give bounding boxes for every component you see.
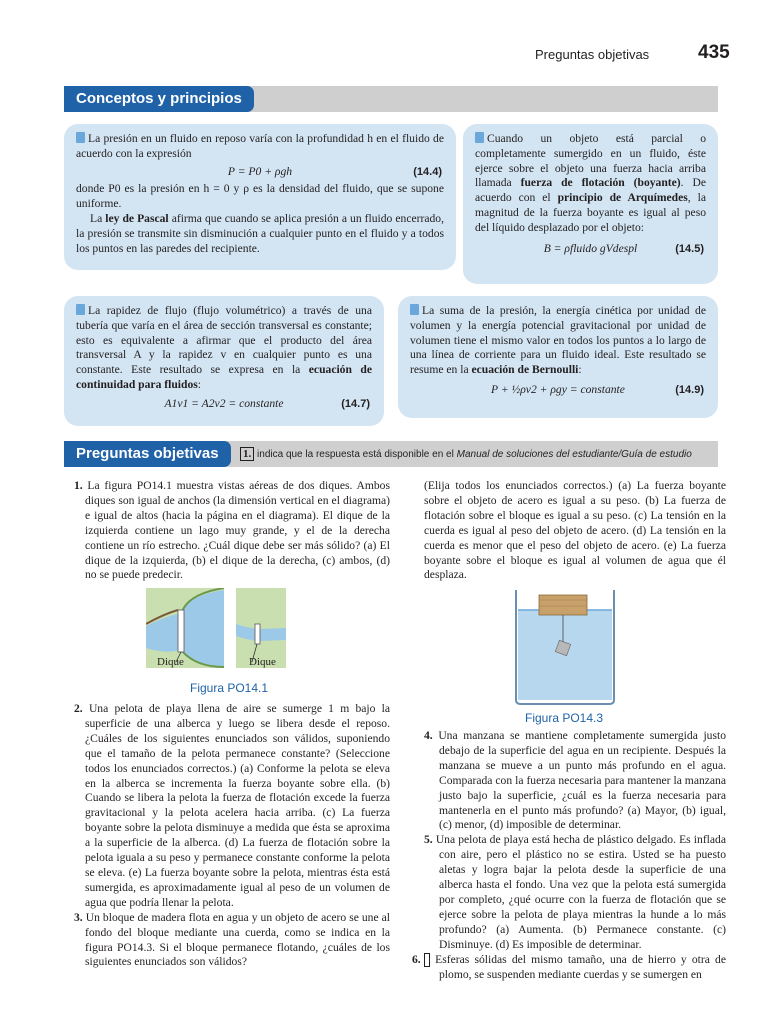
concept-buoyancy-text: Cuando un objeto está parcial o completamente sumergido en un fluido, éste ejerce sobre el objeto una fuerza hacia arriba llamada fuerza de flotación (boyante). De acuerdo con el principio de Arquímedes, la magnitud de la fuerza boyante es igual al peso del líquido desplazado por el objeto: <box>475 132 706 234</box>
bullet-marker-icon <box>475 132 484 143</box>
concept-bernoulli-text: La suma de la presión, la energía cinética por unidad de volumen y la energía potencial gravitacional por unidad de volumen tiene el mismo valor en todos los puntos a lo largo de una línea de corriente para un fluido ideal. Este resultado se resume en la ecuación de Bernoulli: <box>410 304 706 377</box>
figure-caption-po14-3: Figura PO14.3 <box>525 711 604 725</box>
note-number-box: 1. <box>240 447 254 461</box>
concept-box-bernoulli <box>398 296 718 418</box>
right-column-bottom <box>412 729 726 982</box>
equation-14-5: B = ρfluido gVdespl (14.5) <box>543 241 704 255</box>
figure-label-dam-right: Dique <box>249 656 276 668</box>
bullet-marker-icon <box>76 132 85 143</box>
left-column <box>74 479 390 583</box>
question-3: 3. Un bloque de madera flota en agua y un objeto de acero se une al fondo del bloque mediante una cuerda, como se indica en la figura PO14.3. Si el bloque permanece flotando, ¿cuáles de los siguientes enunciados son válidos? <box>74 910 391 969</box>
objective-section-title: Preguntas objetivas <box>64 441 231 467</box>
figure-caption-po14-1: Figura PO14.1 <box>190 681 269 695</box>
solutions-manual-note: 1. indica que la respuesta está disponible en el Manual de soluciones del estudiante/Guía de estudio <box>240 447 692 461</box>
equation-number: (14.5) <box>675 242 704 255</box>
bullet-marker-icon <box>76 304 85 315</box>
left-column-lower <box>74 702 390 970</box>
right-column-top <box>424 479 726 583</box>
concept-box-buoyancy <box>463 124 718 284</box>
concept-box-continuity <box>64 296 384 426</box>
question-4: 4. Una manzana se mantiene completamente sumergida justo debajo de la superficie del agua en un recipiente. Después la manzana se mueve a un punto más profundo en el agua. Comparada con la fuerza necesaria para mantener la manzana justo bajo la superficie, ¿cuál es la fuerza necesaria para mantenerla en el punto más profundo? (a) Mayor, (b) igual, (c) menor, (d) imposible de determinar. <box>424 729 726 832</box>
equation-number: (14.4) <box>413 165 442 178</box>
figure-po14-3-container <box>513 588 617 706</box>
equation-14-4: P = P0 + ρgh (14.4) <box>227 164 442 178</box>
equation-number: (14.7) <box>341 397 370 410</box>
concept-box-pressure <box>64 124 456 270</box>
concept-pressure-definition: donde P0 es la presión en h = 0 y ρ es la densidad del fluido, que se supone uniforme. <box>76 182 444 211</box>
equation-14-7: A1v1 = A2v2 = constante (14.7) <box>164 396 370 410</box>
concept-continuity-text: La rapidez de flujo (flujo volumétrico) a través de una tubería que varía en el área de sección transversal es constante; esto es equivalente a afirmar que el producto del área transversal A y la rapidez v en cualquier punto es una constante. Este resultado se expresa en la ecuación de continuidad para fluidos: <box>76 304 372 391</box>
page-number: 435 <box>698 42 730 63</box>
concepts-section-title: Conceptos y principios <box>64 86 254 112</box>
question-6: 6. Esferas sólidas del mismo tamaño, una de hierro y otra de plomo, se suspenden mediante cuerdas y se sumergen en <box>412 952 726 981</box>
question-5: 5. Una pelota de playa está hecha de plástico delgado. Es inflada con aire, pero el plástico no se estira. Usted se ha puesto aletas y logra bajar la pelota desde la superficie de una alberca hasta el fondo. Una vez que la pelota está sumergida por completo, ¿qué ocurre con la fuerza de flotación que se ejerce sobre la pelota de playa mientras la hunde a lo más profundo? (a) Aumenta. (b) Permanece constante. (c) Disminuye. (d) Es imposible de determinar. <box>424 833 726 951</box>
figure-label-dam-left: Dique <box>157 656 184 668</box>
question-1: 1. La figura PO14.1 muestra vistas aéreas de dos diques. Ambos diques son igual de anchos (la dimensión vertical en el diagrama) e igual de altos (hacia la página en el diagrama). El dique de la izquierda contiene un lago muy grande, y el de la derecha contiene un río estrecho. ¿Cuál dique debe ser más sólido? (a) El dique de la izquierda, (b) el dique de la derecha, (c) ambos, (d) no se puede predecir. <box>74 479 390 582</box>
bullet-marker-icon <box>410 304 419 315</box>
concepts-section-bar <box>64 86 718 112</box>
equation-number: (14.9) <box>675 383 704 396</box>
question-3-continued: (Elija todos los enunciados correctos.) (a) La fuerza boyante sobre el objeto de acero es igual a su peso. (b) La fuerza de flotación sobre el bloque es igual a su peso. (c) La tensión en la cuerda es igual al peso del objeto de acero. (d) La tensión en la cuerda es menor que el peso del objeto de acero. (e) La fuerza boyante sobre el bloque es igual al volumen de agua que él desplaza. <box>424 479 726 582</box>
question-6-number-box: 6. <box>424 953 430 967</box>
concept-pascal-law: La ley de Pascal afirma que cuando se aplica presión a un fluido encerrado, la presión se transmite sin disminución a cualquier punto en el fluido y a todos los puntos en las paredes del recipiente. <box>76 211 444 255</box>
running-title: Preguntas objetivas <box>535 47 650 62</box>
equation-14-9: P + ½ρv2 + ρgy = constante (14.9) <box>491 382 704 396</box>
question-2: 2. Una pelota de playa llena de aire se sumerge 1 m bajo la superficie de una alberca y luego se libera desde el reposo. ¿Cuáles de los siguientes enunciados son válidos, suponiendo que el tamaño de la pelota permanece constante? (Seleccione todos los enunciados correctos.) (a) Conforme la pelota se eleva en la alberca se incrementa la fuerza boyante sobre ella. (b) Cuando se libera la pelota la fuerza de flotación excede la fuerza gravitacional y la pelota acelera hacia arriba. (c) La fuerza boyante sobre la pelota disminuye a medida que ésta se aproxima a la superficie de la alberca. (d) La fuerza de flotación sobre la pelota iguala a su peso y permanece constante conforme la pelota se eleva. (e) La fuerza boyante sobre la pelota, mientras ésta está sumergida, es aproximadamente igual al peso de un volumen de agua que podría llenar la pelota. <box>74 702 390 909</box>
concept-pressure-intro: La presión en un fluido en reposo varía con la profundidad h en el fluido de acuerdo con la expresión <box>76 132 444 160</box>
